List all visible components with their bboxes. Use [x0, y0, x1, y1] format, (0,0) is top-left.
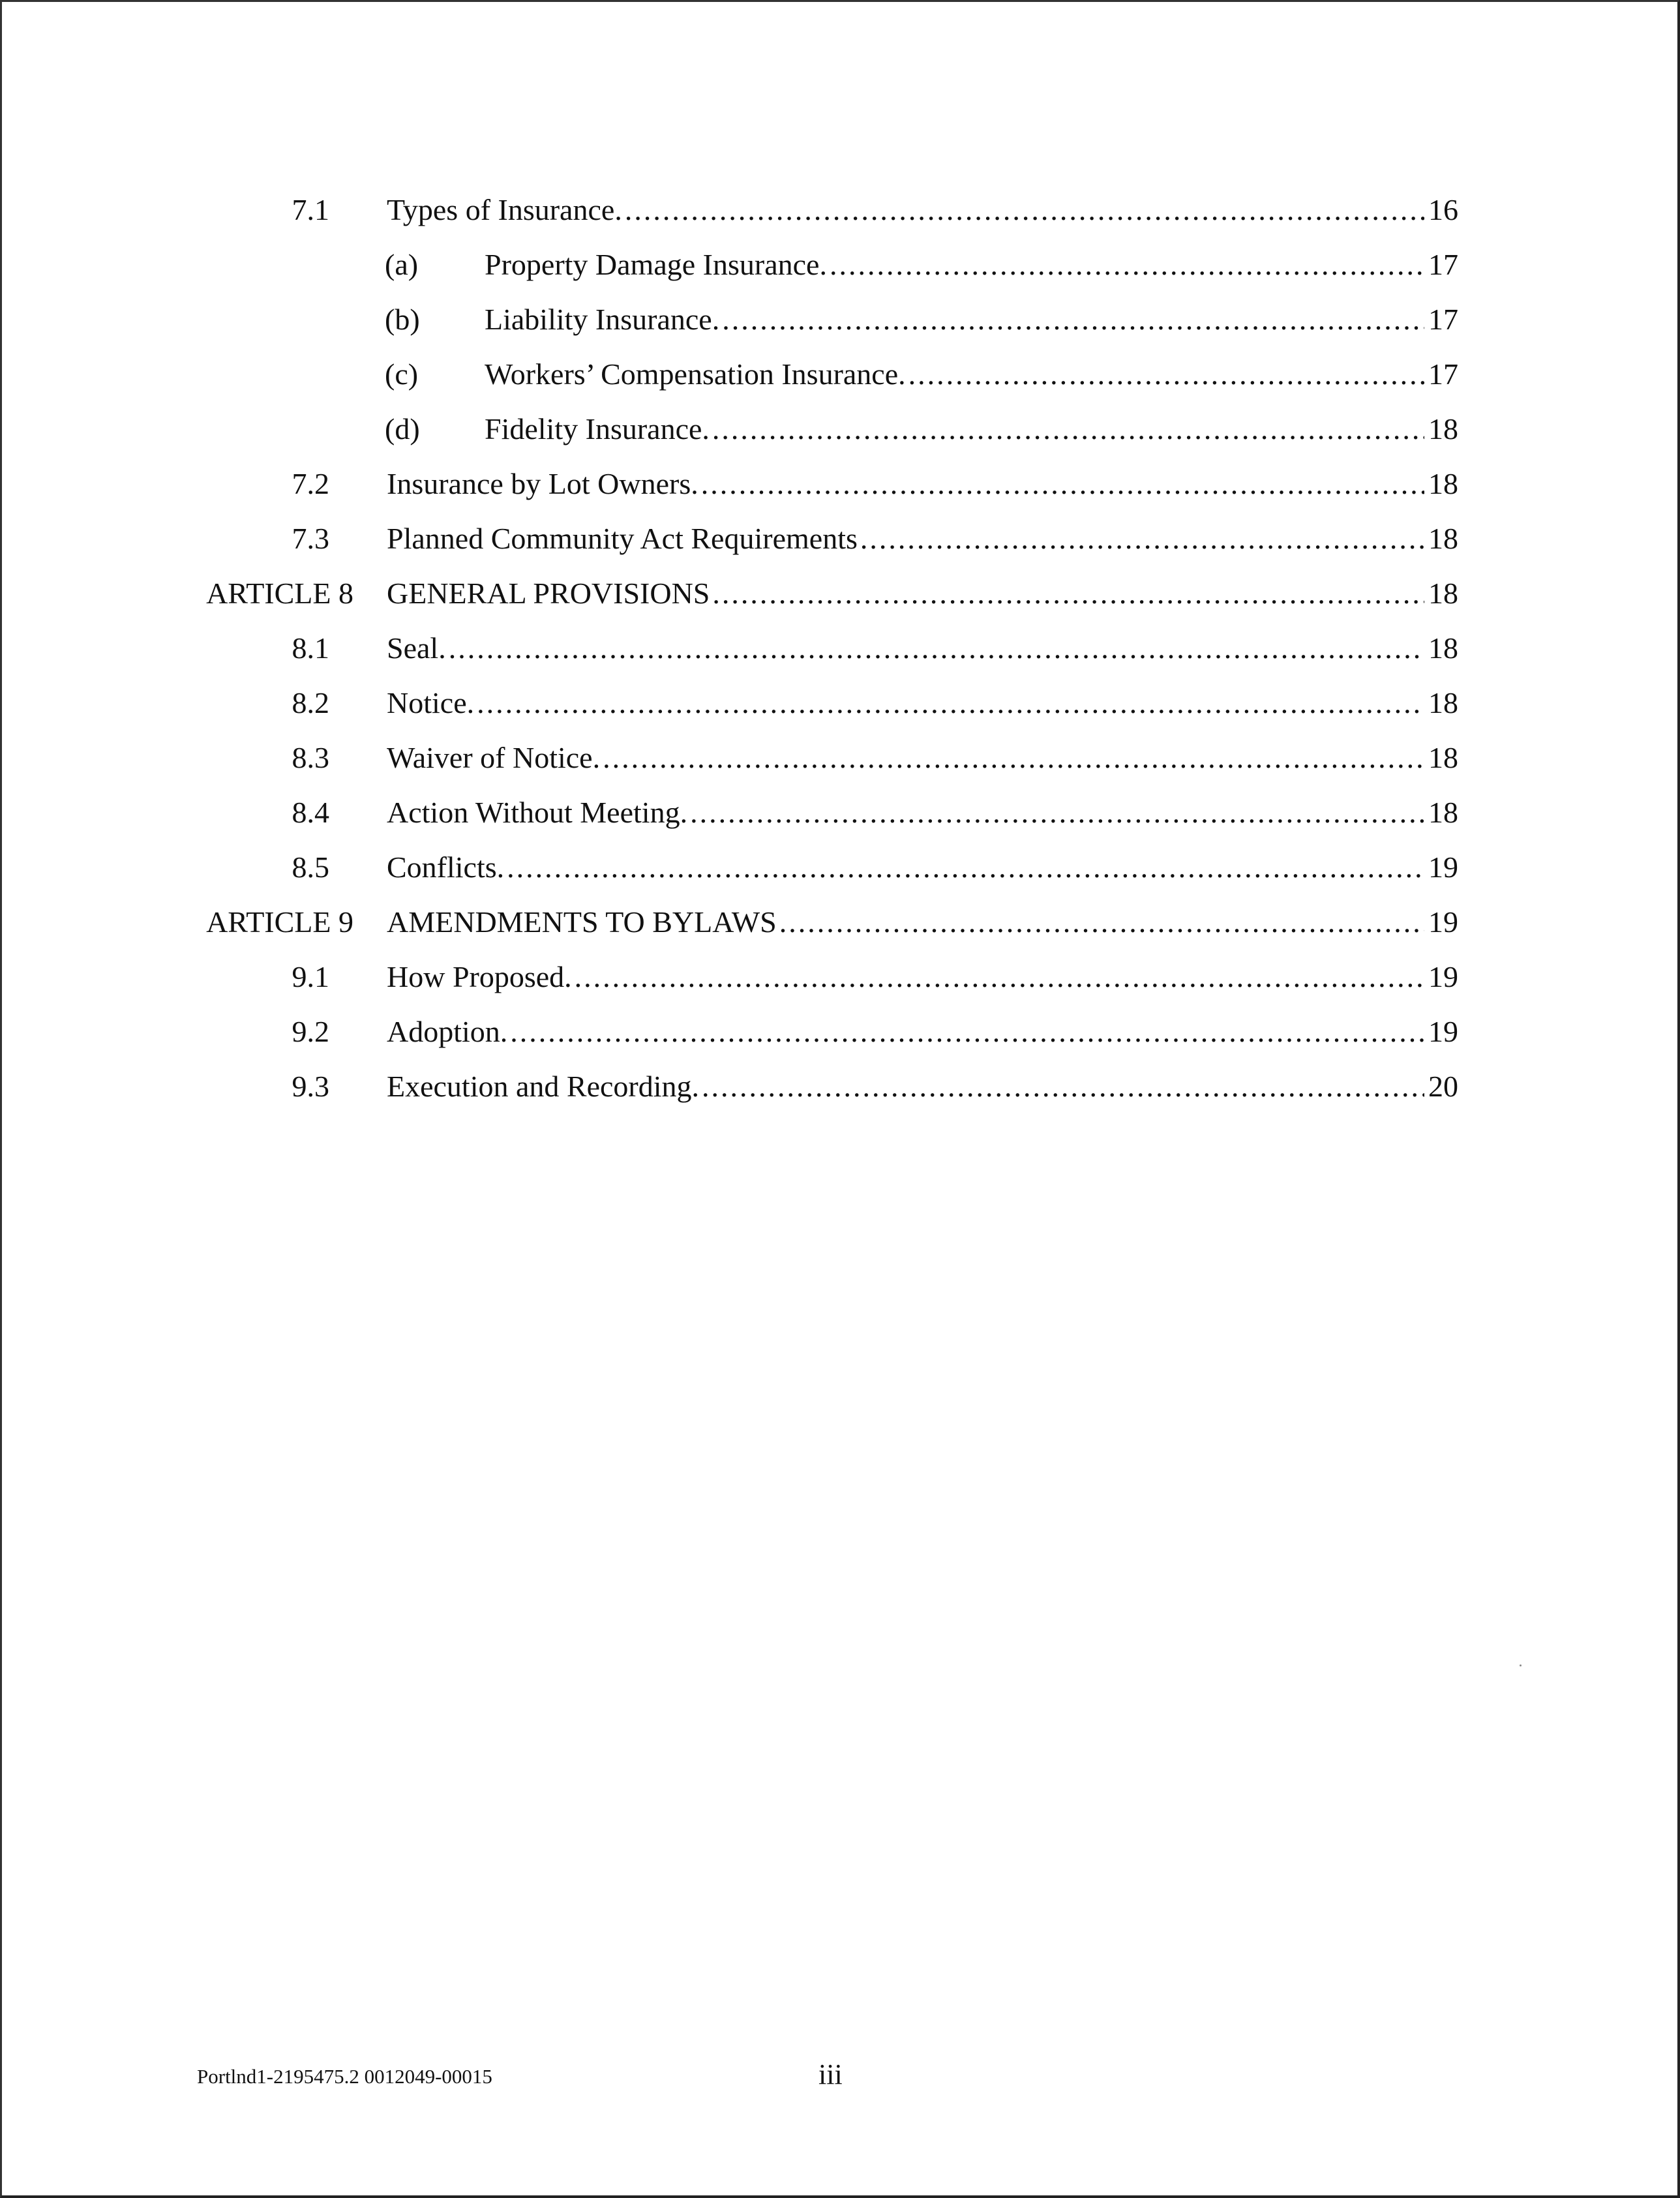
toc-entry[interactable]	[387, 676, 1458, 730]
toc-page: 18	[1428, 412, 1458, 445]
toc-number: 8.2	[292, 686, 329, 719]
toc-title: Seal.	[387, 631, 446, 665]
dot-leader	[690, 785, 1424, 840]
toc-title: Conflicts.	[387, 851, 505, 884]
toc-page: 19	[1428, 851, 1458, 884]
toc-row	[0, 1059, 1680, 1114]
toc-title: GENERAL PROVISIONS	[387, 577, 710, 610]
toc-row	[0, 621, 1680, 676]
toc-row	[0, 292, 1680, 347]
toc-title: Fidelity Insurance.	[485, 412, 710, 445]
toc-page: 18	[1428, 796, 1458, 829]
toc-title: Liability Insurance.	[485, 303, 720, 336]
dot-leader	[701, 457, 1424, 511]
toc-number: 8.3	[292, 741, 329, 774]
toc-title: Adoption.	[387, 1015, 508, 1048]
dot-leader	[908, 347, 1424, 402]
table-of-contents	[0, 183, 1680, 1114]
toc-number: (c)	[385, 357, 419, 391]
toc-row	[0, 730, 1680, 785]
toc-page: 19	[1428, 960, 1458, 993]
toc-entry[interactable]	[485, 292, 1458, 347]
toc-number: (b)	[385, 303, 420, 336]
toc-number: 7.3	[292, 522, 329, 555]
toc-entry[interactable]	[387, 895, 1458, 950]
toc-row	[0, 347, 1680, 402]
toc-page: 19	[1428, 905, 1458, 939]
dot-leader	[702, 1059, 1424, 1114]
toc-row	[0, 457, 1680, 511]
toc-number: 7.1	[292, 193, 329, 226]
toc-entry[interactable]	[387, 566, 1458, 621]
toc-page: 18	[1428, 467, 1458, 500]
toc-page: 18	[1428, 631, 1458, 665]
toc-entry[interactable]	[387, 840, 1458, 895]
dot-leader	[860, 511, 1424, 566]
dot-leader	[603, 730, 1424, 785]
toc-row	[0, 840, 1680, 895]
toc-number: (d)	[385, 412, 420, 445]
dot-leader	[510, 1004, 1424, 1059]
dot-leader	[449, 621, 1424, 676]
dot-leader	[507, 840, 1424, 895]
toc-number: 8.4	[292, 796, 329, 829]
toc-row	[0, 402, 1680, 457]
toc-entry[interactable]	[387, 785, 1458, 840]
toc-page: 17	[1428, 357, 1458, 391]
toc-number: (a)	[385, 248, 419, 281]
toc-row	[0, 1004, 1680, 1059]
dot-leader	[625, 183, 1424, 237]
toc-page: 16	[1428, 193, 1458, 226]
dot-leader	[712, 402, 1424, 457]
toc-page: 19	[1428, 1015, 1458, 1048]
toc-title: How Proposed.	[387, 960, 572, 993]
toc-row	[0, 511, 1680, 566]
toc-article-number: ARTICLE 9	[206, 905, 353, 939]
toc-entry[interactable]	[485, 347, 1458, 402]
toc-entry[interactable]	[485, 237, 1458, 292]
toc-title: Action Without Meeting.	[387, 796, 688, 829]
toc-row	[0, 237, 1680, 292]
toc-row-article	[0, 895, 1680, 950]
toc-entry[interactable]	[485, 402, 1458, 457]
toc-entry[interactable]	[387, 183, 1458, 237]
toc-title: Insurance by Lot Owners.	[387, 467, 698, 500]
toc-entry[interactable]	[387, 621, 1458, 676]
toc-title: Waiver of Notice.	[387, 741, 601, 774]
toc-row	[0, 183, 1680, 237]
toc-article-number: ARTICLE 8	[206, 577, 353, 610]
toc-title: Types of Insurance.	[387, 193, 622, 226]
toc-page: 18	[1428, 741, 1458, 774]
toc-entry[interactable]	[387, 1004, 1458, 1059]
toc-entry[interactable]	[387, 1059, 1458, 1114]
toc-page: 18	[1428, 686, 1458, 719]
toc-page: 17	[1428, 248, 1458, 281]
toc-row	[0, 785, 1680, 840]
toc-page: 17	[1428, 303, 1458, 336]
footer-document-id: Portlnd1-2195475.2 0012049-00015	[197, 2065, 492, 2088]
toc-entry[interactable]	[387, 511, 1458, 566]
toc-entry[interactable]	[387, 457, 1458, 511]
toc-title: Execution and Recording.	[387, 1070, 700, 1103]
toc-number: 8.5	[292, 851, 329, 884]
dot-leader	[477, 676, 1424, 730]
toc-title: Property Damage Insurance.	[485, 248, 827, 281]
footer-page-number: iii	[818, 2058, 843, 2090]
dot-leader	[779, 895, 1424, 950]
toc-row-article	[0, 566, 1680, 621]
toc-row	[0, 950, 1680, 1004]
toc-entry[interactable]	[387, 950, 1458, 1004]
toc-row	[0, 676, 1680, 730]
toc-number: 9.1	[292, 960, 329, 993]
dot-leader	[712, 566, 1424, 621]
dot-leader	[575, 950, 1424, 1004]
scan-speck	[1520, 1664, 1522, 1666]
dot-leader	[830, 237, 1424, 292]
toc-title: Workers’ Compensation Insurance.	[485, 357, 906, 391]
toc-title: Notice.	[387, 686, 475, 719]
toc-title: Planned Community Act Requirements	[387, 522, 858, 555]
toc-page: 18	[1428, 577, 1458, 610]
toc-entry[interactable]	[387, 730, 1458, 785]
toc-number: 9.3	[292, 1070, 329, 1103]
toc-number: 7.2	[292, 467, 329, 500]
toc-number: 9.2	[292, 1015, 329, 1048]
toc-number: 8.1	[292, 631, 329, 665]
dot-leader	[722, 292, 1424, 347]
toc-page: 20	[1428, 1070, 1458, 1103]
toc-title: AMENDMENTS TO BYLAWS	[387, 905, 777, 939]
toc-page: 18	[1428, 522, 1458, 555]
